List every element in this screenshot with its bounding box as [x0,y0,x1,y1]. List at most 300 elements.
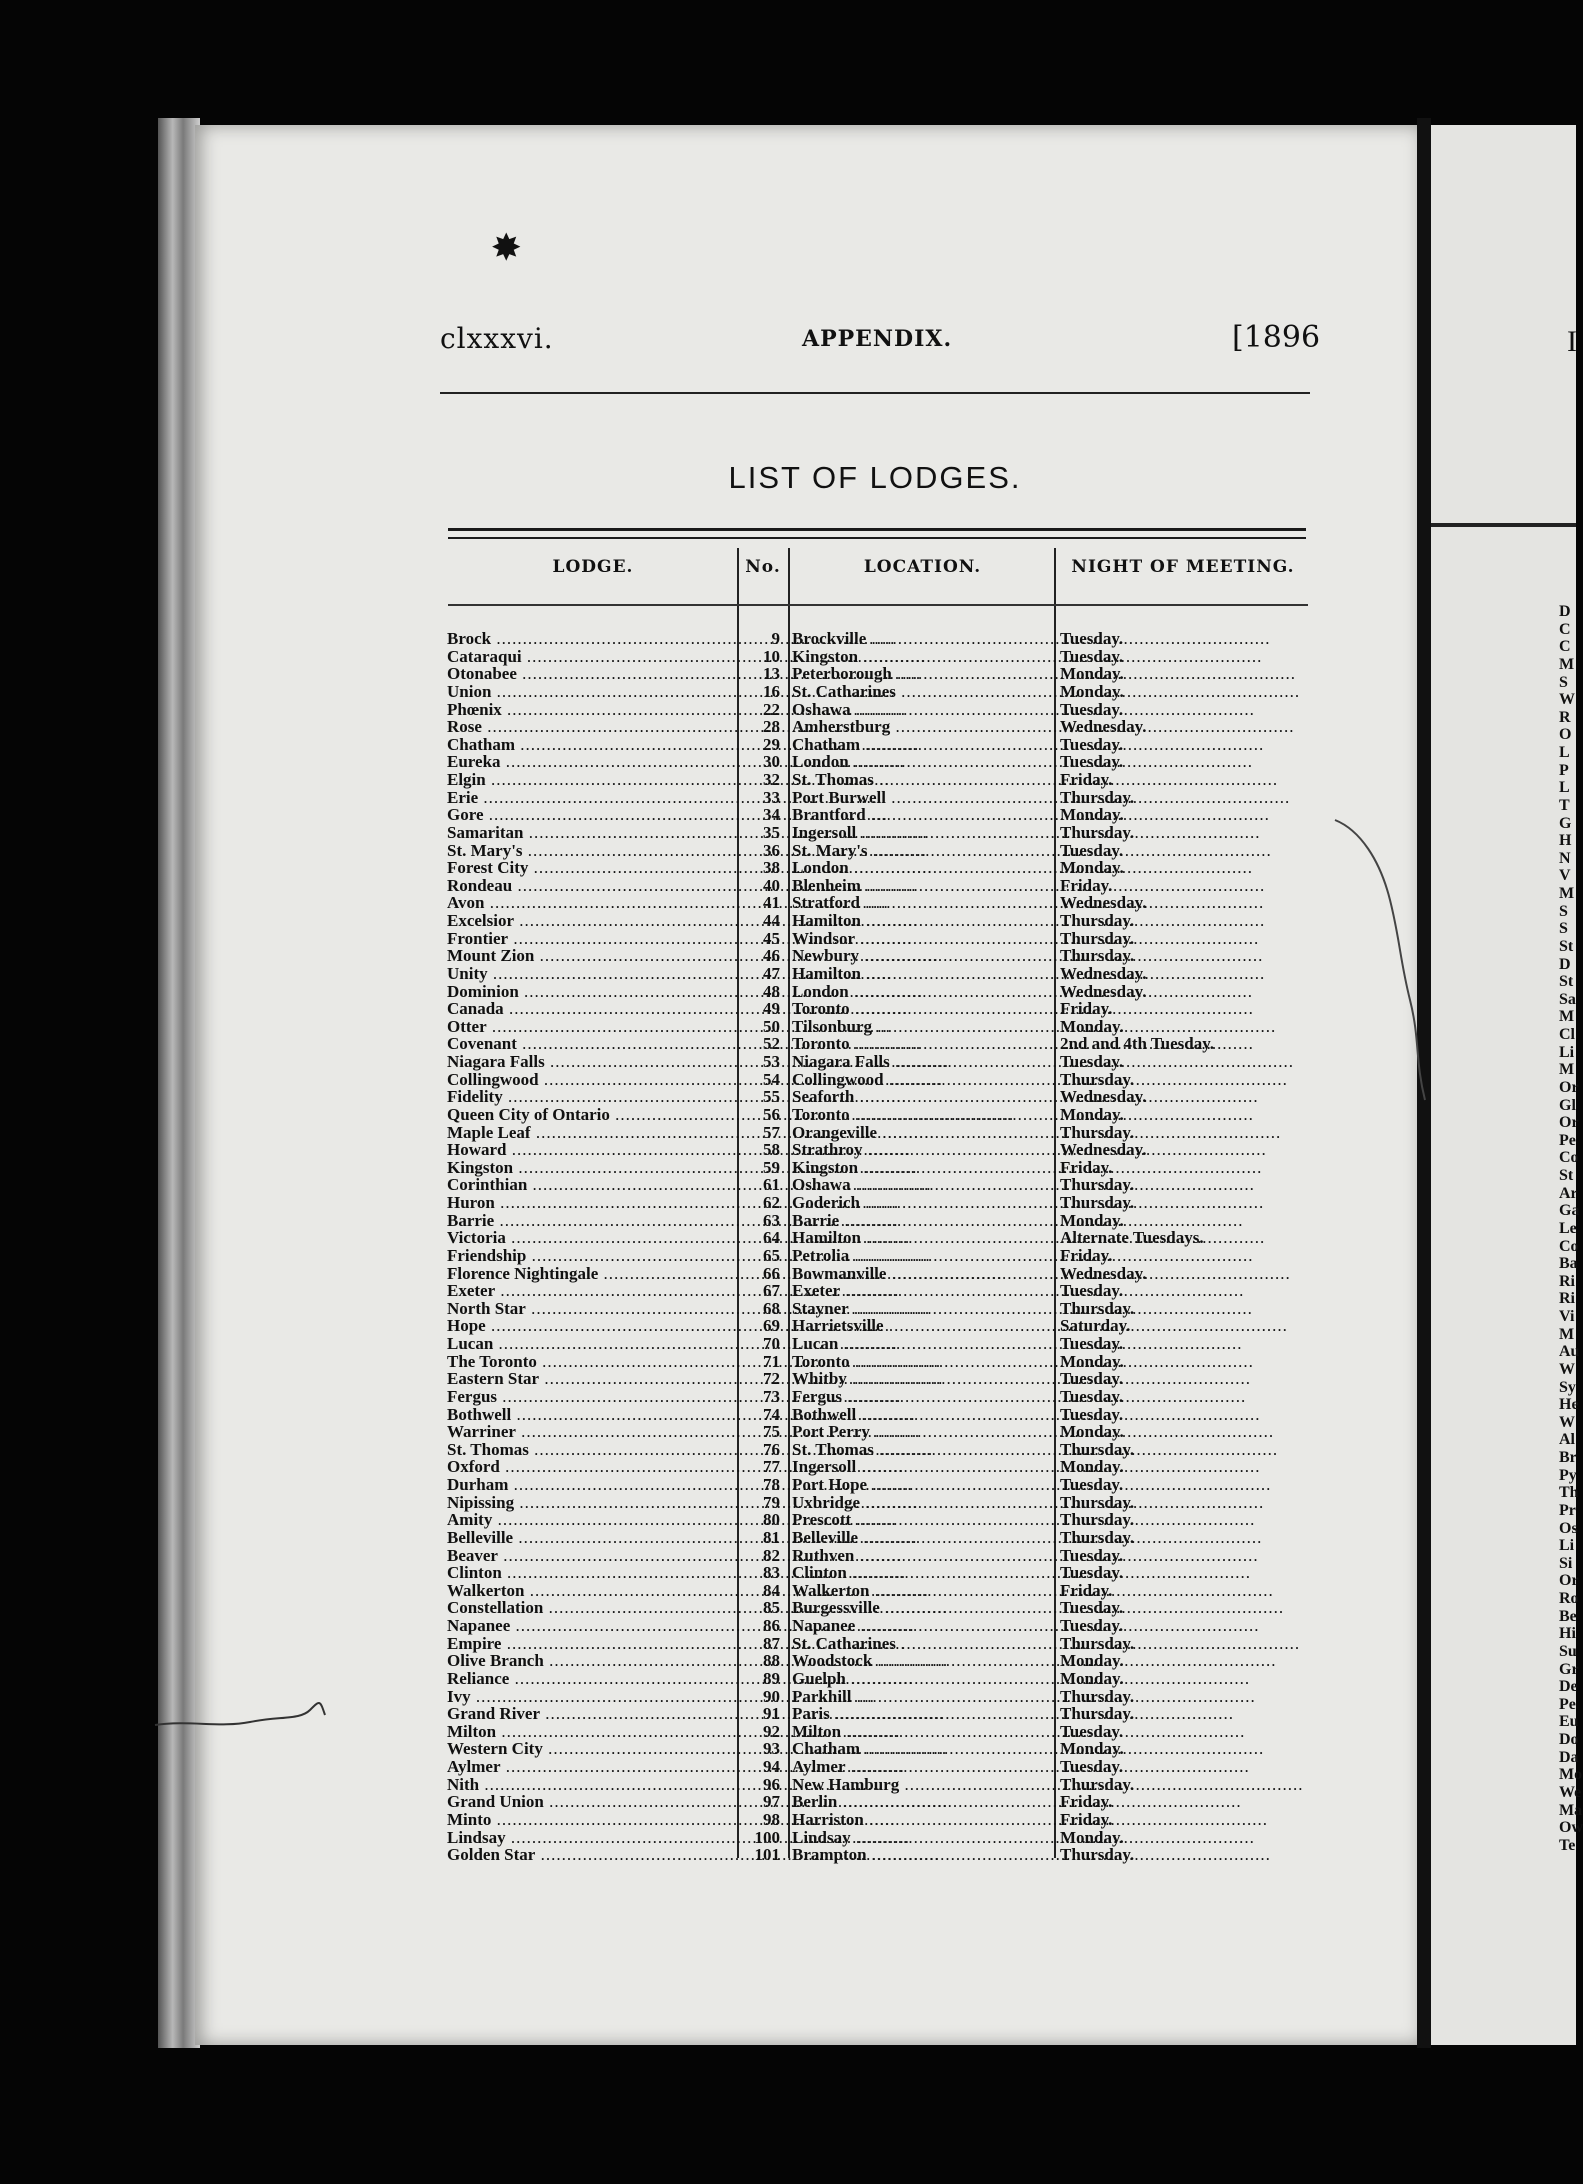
lodge-location: Harriston ..... [792,1811,1057,1829]
lodge-name: Rondeau ..... [447,877,737,895]
meeting-night: Monday. [1060,1668,1124,1688]
facing-page-letter: V [1559,867,1571,885]
lodge-location: Woodstock ..... [792,1652,1057,1670]
lodge-name: Nipissing ..... [447,1494,737,1512]
facing-page-letter: Gl [1559,1096,1576,1114]
lodge-location: Tilsonburg ..... [792,1018,1057,1036]
facing-page-letter: Su [1559,1642,1577,1660]
lodge-location: Goderich ..... [792,1194,1057,1212]
facing-page-letter: St [1559,1167,1574,1184]
meeting-night: Saturday. [1060,1316,1131,1336]
facing-page-letter: M [1559,1008,1575,1026]
meeting-night: Tuesday. [1060,752,1124,772]
meeting-night: Monday. [1060,1739,1124,1759]
lodge-number: 85 [763,1598,780,1618]
lodge-number: 30 [763,752,780,772]
lodge-location: Toronto ..... [792,1106,1057,1124]
meeting-night: Alternate Tuesdays. [1060,1228,1204,1248]
lodge-name: Eastern Star ..... [447,1370,737,1388]
meeting-night: Thursday. [1060,911,1135,930]
lodge-name: Avon ..... [447,894,737,912]
lodge-name: Minto ..... [447,1811,737,1829]
lodge-number: 96 [763,1774,780,1794]
facing-page-letter: Li [1559,1043,1575,1061]
lodge-name: St. Mary's ..... [447,842,737,860]
lodge-name: Dominion ..... [447,983,737,1001]
lodge-name: Napanee ..... [447,1617,737,1635]
facing-page-letter: D [1559,955,1571,973]
meeting-night: Tuesday. [1060,1563,1124,1583]
meeting-night: Thursday. [1060,822,1135,842]
number-column [740,630,780,1864]
lodge-name: Aylmer ..... [447,1758,737,1776]
lodge-location: St. Catharines ..... [792,683,1057,701]
lodge-name: Victoria ..... [447,1229,737,1247]
facing-page-letter: Ga [1559,1202,1580,1220]
lodge-location: London ..... [792,859,1057,877]
meeting-night: Monday. [1060,664,1124,684]
facing-page-letter: Th [1559,1484,1579,1502]
facing-page-letter: M [1559,655,1575,673]
lodge-location: Fergus ..... [792,1388,1057,1406]
meeting-night: Thursday. [1060,1774,1135,1794]
lodge-number: 41 [763,893,780,913]
facing-page-letter: H [1559,832,1572,850]
meeting-night: Tuesday. [1060,1475,1124,1494]
lodge-name: Mount Zion ..... [447,947,737,965]
lodge-location: Lucan ..... [792,1335,1057,1353]
col-header-number: No. [745,557,781,577]
meeting-night: Friday. [1060,1245,1113,1265]
lodge-location: St. Catharines ..... [792,1635,1057,1653]
lodge-name: Samaritan ..... [447,824,737,842]
lodge-number: 36 [763,840,780,860]
lodge-name: Union ..... [447,683,737,701]
lodge-name: Empire ..... [447,1635,737,1653]
lodge-name: Reliance ..... [447,1670,737,1688]
lodge-location: Ruthven ..... [792,1547,1057,1565]
facing-page-letter: Ri [1559,1290,1575,1308]
lodge-name: Otonabee ..... [447,665,737,683]
facing-page-header-fragment: I [1567,325,1577,358]
meeting-night: Tuesday. [1060,1334,1124,1353]
lodge-location: Uxbridge ..... [792,1494,1057,1512]
lodge-name: Clinton ..... [447,1564,737,1582]
lodge-name: North Star ..... [447,1300,737,1318]
lodge-name: Covenant ..... [447,1035,737,1053]
facing-page-letter: Hi [1559,1625,1576,1643]
lodge-location: St. Thomas ..... [792,1441,1057,1459]
meeting-night: Monday. [1060,1457,1124,1477]
lodge-name: Collingwood ..... [447,1071,737,1089]
meeting-night: Tuesday. [1060,840,1124,860]
lodge-location: Exeter ..... [792,1282,1057,1300]
lodge-number: 16 [763,681,780,701]
lodge-number: 47 [763,963,780,983]
lodge-number: 90 [763,1686,780,1706]
meeting-night: Wednesday. [1060,1140,1147,1160]
lodge-location: Orangeville ..... [792,1124,1057,1142]
lodge-name: Beaver ..... [447,1547,737,1565]
col-header-lodge: LODGE. [552,557,634,577]
lodge-location: Lindsay ..... [792,1829,1057,1847]
facing-page-letter: Ow [1559,1819,1583,1837]
meeting-night: Monday. [1060,1104,1124,1124]
lodge-location: Kingston ..... [792,1159,1057,1177]
facing-page [1431,125,1583,2045]
lodge-name: Constellation ..... [447,1599,737,1617]
facing-page-letter: Ro [1559,1590,1579,1607]
meeting-night: Monday. [1060,858,1124,878]
lodge-number: 54 [763,1069,780,1089]
meeting-night: Tuesday. [1060,1404,1124,1424]
lodge-number: 86 [763,1616,780,1635]
facing-page-letter: C [1559,620,1571,638]
lodge-location: Prescott ..... [792,1511,1057,1529]
lodge-number: 77 [763,1457,780,1477]
meeting-night: Thursday. [1060,928,1135,948]
lodge-location: Bothwell ..... [792,1406,1057,1424]
lodge-location: Brockville ..... [792,630,1057,648]
facing-page-letter: Br [1559,1449,1577,1466]
lodge-location: Chatham ..... [792,1740,1057,1758]
lodge-location: St. Thomas ..... [792,771,1057,789]
lodge-name: Erie ..... [447,789,737,807]
lodge-number: 58 [763,1140,780,1160]
lodge-number: 34 [763,805,780,825]
lodge-number: 66 [763,1263,780,1283]
facing-page-letter: Pe [1559,1131,1576,1149]
lodge-location: Paris ..... [792,1705,1057,1723]
facing-page-letter: Pe [1559,1695,1576,1713]
facing-page-letter: W [1559,1360,1575,1378]
lodge-number: 74 [763,1404,780,1424]
night-column [1060,630,1310,1864]
meeting-night: Tuesday. [1060,1616,1124,1635]
lodge-location: Newbury ..... [792,947,1057,965]
facing-page-letter: Gr [1559,1660,1579,1678]
meeting-night: Monday. [1060,1016,1124,1036]
facing-page-letter: We [1559,1783,1582,1801]
location-column [792,630,1057,1864]
lodge-location: Amherstburg ..... [792,718,1057,736]
facing-page-letter: W [1559,691,1575,709]
meeting-night: Thursday. [1060,787,1135,807]
lodge-name: Exeter ..... [447,1282,737,1300]
meeting-night: Tuesday. [1060,646,1124,666]
lodge-number: 80 [763,1510,780,1530]
lodge-number: 83 [763,1563,780,1583]
lodge-number: 68 [763,1298,780,1318]
lodge-location: Bowmanville ..... [792,1265,1057,1283]
facing-page-letter: Mo [1559,1766,1583,1784]
facing-page-letter: G [1559,814,1572,832]
facing-page-letter: Cl [1559,1026,1575,1043]
col-header-night: NIGHT OF MEETING. [1071,557,1295,577]
facing-page-letter: Co [1559,1237,1579,1255]
lodge-name: Lucan ..... [447,1335,737,1353]
facing-page-letter: Te [1559,1836,1576,1854]
lodge-number: 76 [763,1439,780,1459]
lodge-number: 28 [763,717,780,737]
lodge-number: 84 [763,1580,780,1600]
lodge-number: 88 [763,1651,780,1671]
lodge-location: Brantford ..... [792,806,1057,824]
facing-page-letter: Li [1559,1537,1575,1555]
meeting-night: Wednesday. [1060,1263,1147,1283]
lodge-name: Elgin ..... [447,771,737,789]
lodge-name: Niagara Falls ..... [447,1053,737,1071]
facing-page-letter: St [1559,973,1574,991]
lodge-name: Eureka ..... [447,753,737,771]
lodge-name: St. Thomas ..... [447,1441,737,1459]
facing-page-letter: T [1559,796,1570,814]
meeting-night: Thursday. [1060,1193,1135,1212]
lodge-location: Seaforth ..... [792,1088,1057,1106]
meeting-night: Tuesday. [1060,734,1124,754]
lodge-number: 89 [763,1668,780,1688]
ink-mark: ✸ [492,230,521,267]
lodge-number: 61 [763,1175,780,1195]
meeting-night: Friday. [1060,875,1113,895]
lodge-number: 44 [763,911,780,930]
lodge-location: New Hamburg ..... [792,1776,1057,1794]
meeting-night: Tuesday. [1060,699,1124,719]
meeting-night: Wednesday. [1060,981,1147,1001]
meeting-night: Monday. [1060,1651,1124,1671]
lodge-name: Hope ..... [447,1317,737,1335]
lodge-location: Belleville ..... [792,1529,1057,1547]
lodge-number: 101 [754,1845,780,1865]
meeting-night: Tuesday. [1060,1757,1124,1776]
table-top-rule [448,528,1306,531]
lodge-name: Oxford ..... [447,1458,737,1476]
lodge-location: Ingersoll ..... [792,824,1057,842]
lodge-name: Brock ..... [447,630,737,648]
facing-page-letter: Da [1559,1748,1579,1766]
lodge-number: 75 [763,1422,780,1442]
facing-page-letter: R [1559,708,1571,726]
meeting-night: Monday. [1060,1210,1124,1230]
lodge-location: Clinton ..... [792,1564,1057,1582]
meeting-night: Thursday. [1060,1439,1135,1459]
lodge-number: 79 [763,1492,780,1512]
facing-page-letter: Eu [1559,1713,1579,1731]
facing-page-letter: Le [1559,1219,1577,1237]
lodge-number: 57 [763,1122,780,1142]
lodge-name: Belleville ..... [447,1529,737,1547]
meeting-night: Tuesday. [1060,629,1124,648]
lodge-name: Chatham ..... [447,736,737,754]
lodge-location: Port Perry ..... [792,1423,1057,1441]
lodge-location: Harrietsville ..... [792,1317,1057,1335]
lodge-number: 45 [763,928,780,948]
lodge-number: 46 [763,946,780,966]
meeting-night: Thursday. [1060,1686,1135,1706]
facing-page-letter: Sa [1559,990,1576,1008]
meeting-night: Thursday. [1060,1069,1135,1089]
meeting-night: Monday. [1060,1827,1124,1847]
meeting-night: Tuesday. [1060,1369,1124,1389]
lodge-name: Friendship ..... [447,1247,737,1265]
lodge-location: Berlin ..... [792,1793,1057,1811]
lodge-location: Hamilton ..... [792,912,1057,930]
lodge-name: Florence Nightingale ..... [447,1265,737,1283]
meeting-night: Tuesday. [1060,1721,1124,1741]
lodge-number: 29 [763,734,780,754]
lodge-number: 72 [763,1369,780,1389]
meeting-night: Friday. [1060,1580,1113,1600]
lodge-number: 73 [763,1386,780,1406]
lodge-number: 78 [763,1475,780,1494]
facing-page-letter: Sy [1559,1378,1576,1396]
facing-page-letter: Al [1559,1431,1575,1449]
lodge-name: Durham ..... [447,1476,737,1494]
facing-page-letter: S [1559,902,1568,920]
facing-page-letter: Vi [1559,1308,1575,1325]
lodge-location: Toronto ..... [792,1353,1057,1371]
facing-page-letter: D [1559,603,1571,620]
lodge-name: Excelsior ..... [447,912,737,930]
lodge-location: Oshawa ..... [792,1176,1057,1194]
lodge-number: 67 [763,1281,780,1301]
facing-page-letter: Or [1559,1078,1579,1096]
lodge-location: London ..... [792,983,1057,1001]
lodge-name: Unity ..... [447,965,737,983]
facing-page-letter: Au [1559,1343,1580,1361]
lodge-name: Phœnix ..... [447,701,737,719]
lodge-number: 71 [763,1351,780,1371]
lodge-name: Golden Star ..... [447,1846,737,1864]
lodge-number: 82 [763,1545,780,1565]
lodge-number: 52 [763,1034,780,1054]
lodge-location: Collingwood ..... [792,1071,1057,1089]
lodge-number: 97 [763,1792,780,1812]
lodge-number: 94 [763,1757,780,1776]
lodge-location: St. Mary's ..... [792,842,1057,860]
lodge-location: Brampton ..... [792,1846,1057,1864]
lodge-number: 35 [763,822,780,842]
lodge-number: 100 [754,1827,780,1847]
facing-page-letter: Ar [1559,1184,1578,1202]
lodge-number: 81 [763,1527,780,1547]
lodge-name: Otter ..... [447,1018,737,1036]
facing-page-letter: M [1559,885,1575,902]
meeting-night: Tuesday. [1060,1052,1124,1071]
lodge-name: Kingston ..... [447,1159,737,1177]
lodge-location: Port Hope ..... [792,1476,1057,1494]
lodge-name: Maple Leaf ..... [447,1124,737,1142]
lodge-number: 22 [763,699,780,719]
lodge-name: Grand River ..... [447,1705,737,1723]
lodge-location: Hamilton ..... [792,965,1057,983]
lodge-number: 64 [763,1228,780,1248]
section-title: APPENDIX. [802,326,953,352]
meeting-night: 2nd and 4th Tuesday. [1060,1034,1215,1054]
lodge-name: Olive Branch ..... [447,1652,737,1670]
meeting-night: Tuesday. [1060,1281,1124,1301]
lodge-number: 49 [763,999,780,1019]
meeting-night: Thursday. [1060,1492,1135,1512]
lodge-name: Bothwell ..... [447,1406,737,1424]
lodge-name: Queen City of Ontario ..... [447,1106,737,1124]
header-rule [440,392,1310,394]
meeting-night: Thursday. [1060,1527,1135,1547]
lodge-number: 65 [763,1245,780,1265]
lodge-number: 63 [763,1210,780,1230]
facing-page-letter: M [1559,1325,1575,1343]
meeting-night: Thursday. [1060,946,1135,966]
table-header-rule [448,604,1308,606]
lodge-location: Guelph ..... [792,1670,1057,1688]
lodge-name: Howard ..... [447,1141,737,1159]
lodge-location: Chatham ..... [792,736,1057,754]
meeting-night: Wednesday. [1060,717,1147,737]
lodge-name: Amity ..... [447,1511,737,1529]
lodge-location: Ingersoll ..... [792,1458,1057,1476]
lodge-name: Nith ..... [447,1776,737,1794]
meeting-night: Monday. [1060,1351,1124,1371]
meeting-night: Tuesday. [1060,1598,1124,1618]
facing-page-letter: He [1559,1396,1579,1414]
lodge-number: 10 [763,646,780,666]
lodge-name: Western City ..... [447,1740,737,1758]
lodge-location: Parkhill ..... [792,1688,1057,1706]
meeting-night: Thursday. [1060,1704,1135,1724]
lodge-location: Port Burwell ..... [792,789,1057,807]
lodge-location: Peterborough ..... [792,665,1057,683]
lodge-number: 91 [763,1704,780,1724]
meeting-night: Wednesday. [1060,1087,1147,1107]
meeting-night: Friday. [1060,1157,1113,1177]
lodge-location: Blenheim ..... [792,877,1057,895]
lodge-number: 50 [763,1016,780,1036]
ink-scribble [150,1680,330,1760]
facing-page-letter: Be [1559,1607,1577,1625]
meeting-night: Thursday. [1060,1845,1135,1865]
facing-page-letter: Do [1559,1731,1579,1748]
facing-page-letter: Os [1559,1519,1578,1537]
facing-page-letter: De [1559,1678,1578,1696]
meeting-night: Tuesday. [1060,1545,1124,1565]
facing-page-letter: Ri [1559,1272,1575,1290]
year-label: [1896 [1232,320,1321,355]
lodge-location: Windsor ..... [792,930,1057,948]
lodge-name: Canada ..... [447,1000,737,1018]
lodge-name: Fidelity ..... [447,1088,737,1106]
list-title: LIST OF LODGES. [728,460,1022,495]
lodge-number: 33 [763,787,780,807]
page-number: clxxxvi. [440,322,554,355]
facing-page-rule [1431,523,1576,527]
meeting-night: Friday. [1060,1809,1113,1829]
lodge-location: Stratford ..... [792,894,1057,912]
lodge-location: Walkerton ..... [792,1582,1057,1600]
lodge-number: 70 [763,1334,780,1353]
facing-page-letter: Si [1559,1554,1573,1572]
lodge-number: 56 [763,1104,780,1124]
meeting-night: Thursday. [1060,1175,1135,1195]
facing-page-letter: O [1559,726,1572,744]
lodge-location: Hamilton ..... [792,1229,1057,1247]
lodge-location: Oshawa ..... [792,701,1057,719]
meeting-night: Monday. [1060,805,1124,825]
facing-page-letter: Or [1559,1572,1579,1590]
lodge-location: Petrolia ..... [792,1247,1057,1265]
facing-page-letter: L [1559,744,1570,761]
lodge-number: 55 [763,1087,780,1107]
lodge-name: The Toronto ..... [447,1353,737,1371]
